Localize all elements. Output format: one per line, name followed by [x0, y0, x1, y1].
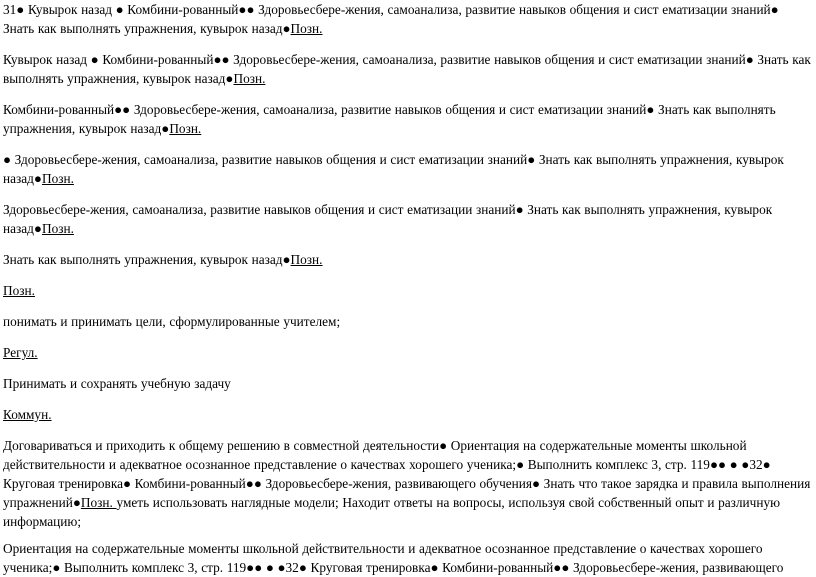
poz-label: Позн.	[169, 121, 202, 136]
paragraph-2	[3, 50, 811, 88]
paragraph-kommun-text	[3, 436, 811, 531]
section-heading-kommun	[3, 405, 811, 424]
paragraph-text: Здоровьесбере-жения, самоанализа, развитие навыков общения и сист ематизации знаний● Знать как выполнять упражнения, кувырок назад●	[3, 202, 773, 236]
poz-label: Позн.	[233, 71, 266, 86]
paragraph-regul-text	[3, 374, 811, 393]
poz-label: Позн.	[290, 252, 323, 267]
paragraph-text: ● Здоровьесбере-жения, самоанализа, развитие навыков общения и сист ематизации знаний● Знать как выполнять упражнения, кувырок назад●	[3, 152, 784, 186]
poz-label: Позн.	[290, 21, 323, 36]
paragraph-text: уметь использовать наглядные модели; Находит ответы на вопросы, используя свой собственный опыт и различную информацию;	[3, 495, 781, 529]
paragraph-text: Договариваться и приходить к общему решению в совместной деятельности● Ориентация на содержательные моменты школьной действительности и адекватное осознанное представление о качествах хорошего ученика;● Выполнить комплекс 3, стр. 119●● ● ●32● Круговая тренировка● Комбини-рованный●● Здоровьесбере-жения, развивающего обучения● Знать что такое зарядка и правила выполнения упражнений●	[3, 438, 811, 510]
poz-label: Позн.	[80, 495, 117, 510]
paragraph-text: 31● Кувырок назад ● Комбини-рованный●● Здоровьесбере-жения, самоанализа, развитие навыков общения и сист ематизации знаний● Знать как выполнять упражнения, кувырок назад●	[3, 2, 779, 36]
paragraph-last	[3, 539, 811, 577]
paragraph-text: Ориентация на содержательные моменты школьной действительности и адекватное осознанное представление о качествах хорошего ученика;● Выполнить комплекс 3, стр. 119●● ● ●32● Круговая тренировка● Комбини-рованный●● Здоровьесбере-жения, развивающего	[3, 541, 784, 575]
paragraph-3	[3, 100, 811, 138]
paragraph-text: Знать как выполнять упражнения, кувырок назад●	[3, 252, 291, 267]
regul-heading: Регул.	[3, 345, 38, 360]
section-heading-poz	[3, 281, 811, 300]
paragraph-text: Принимать и сохранять учебную задачу	[3, 376, 231, 391]
paragraph-1	[3, 0, 811, 38]
paragraph-poz-text	[3, 312, 811, 331]
paragraph-text: Кувырок назад ● Комбини-рованный●● Здоровьесбере-жения, самоанализа, развитие навыков общения и сист ематизации знаний● Знать как выполнять упражнения, кувырок назад●	[3, 52, 811, 86]
section-heading-regul	[3, 343, 811, 362]
document-body	[3, 0, 811, 577]
paragraph-5	[3, 200, 811, 238]
paragraph-text: Комбини-рованный●● Здоровьесбере-жения, самоанализа, развитие навыков общения и сист ематизации знаний● Знать как выполнять упражнения, кувырок назад●	[3, 102, 776, 136]
poz-label: Позн.	[41, 171, 74, 186]
poz-heading: Позн.	[3, 283, 35, 298]
poz-label: Позн.	[41, 221, 74, 236]
paragraph-text: понимать и принимать цели, сформулированные учителем;	[3, 314, 341, 329]
paragraph-4	[3, 150, 811, 188]
kommun-heading: Коммун.	[3, 407, 52, 422]
paragraph-6	[3, 250, 811, 269]
